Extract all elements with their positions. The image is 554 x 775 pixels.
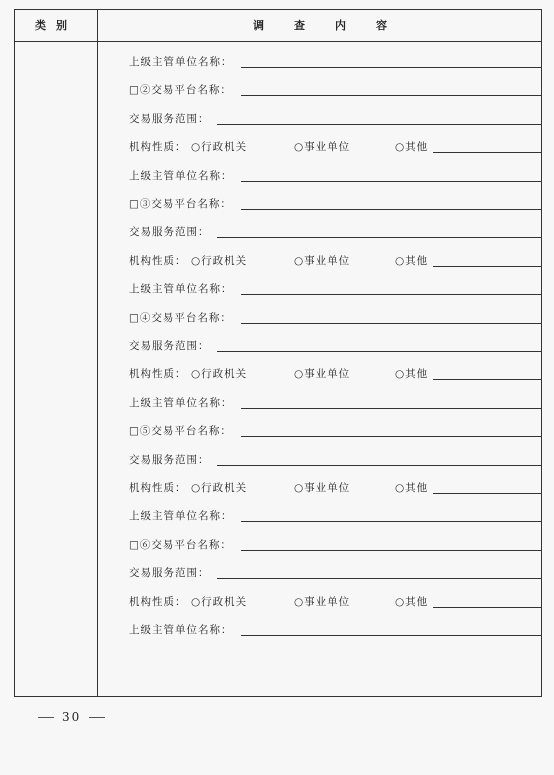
superior-unit-row-2	[129, 164, 541, 184]
service-scope-row-4-input-line[interactable]	[217, 351, 541, 352]
nature-row-4-label: 机构性质：	[129, 368, 187, 381]
nature-row-6-other-input-line[interactable]	[433, 607, 541, 608]
service-scope-row-4	[129, 334, 541, 354]
superior-unit-row-3-label: 上级主管单位名称：	[129, 283, 233, 296]
platform-name-row-5-input-line[interactable]	[241, 436, 541, 437]
nature-row-6	[129, 590, 541, 610]
superior-unit-row-1-label: 上级主管单位名称：	[129, 56, 233, 68]
nature-row-5-other-input-line[interactable]	[433, 493, 541, 494]
survey-table	[14, 9, 542, 697]
nature-row-3-option-admin[interactable]: ○行政机关	[191, 254, 248, 267]
nature-row-3-other-input-line[interactable]	[433, 266, 541, 267]
nature-row-4	[129, 362, 541, 382]
table-header	[15, 10, 541, 42]
superior-unit-row-5-input-line[interactable]	[241, 521, 541, 522]
platform-name-row-3-input-line[interactable]	[241, 209, 541, 210]
column-divider	[97, 10, 98, 696]
nature-row-6-option-other[interactable]: ○其他	[395, 595, 429, 608]
nature-row-2-other-input-line[interactable]	[433, 152, 541, 153]
service-scope-row-2-input-line[interactable]	[217, 124, 541, 125]
service-scope-row-5-label: 交易服务范围：	[129, 453, 210, 466]
service-scope-row-3-label: 交易服务范围：	[129, 226, 210, 239]
platform-name-row-4-label: □④交易平台名称：	[129, 311, 232, 324]
service-scope-row-5-input-line[interactable]	[217, 465, 541, 466]
nature-row-5-option-admin[interactable]: ○行政机关	[191, 482, 248, 494]
platform-name-row-2	[129, 78, 541, 98]
superior-unit-row-3	[129, 277, 541, 297]
service-scope-row-6-input-line[interactable]	[217, 578, 541, 579]
nature-row-6-option-public[interactable]: ○事业单位	[294, 595, 351, 608]
nature-row-5-label: 机构性质：	[129, 482, 187, 494]
nature-row-3-option-other[interactable]: ○其他	[395, 254, 429, 267]
superior-unit-row-6-label: 上级主管单位名称：	[129, 624, 233, 636]
service-scope-row-2-label: 交易服务范围：	[129, 112, 210, 125]
header-content: 调查内容	[253, 19, 417, 32]
nature-row-4-other-input-line[interactable]	[433, 379, 541, 380]
superior-unit-row-4	[129, 391, 541, 411]
superior-unit-row-4-input-line[interactable]	[241, 408, 541, 409]
superior-unit-row-4-label: 上级主管单位名称：	[129, 396, 233, 409]
nature-row-6-label: 机构性质：	[129, 595, 187, 608]
nature-row-2-option-admin[interactable]: ○行政机关	[191, 141, 248, 154]
service-scope-row-3	[129, 220, 541, 240]
superior-unit-row-2-input-line[interactable]	[241, 181, 541, 182]
service-scope-row-3-input-line[interactable]	[217, 237, 541, 238]
platform-name-row-6-label: □⑥交易平台名称：	[129, 538, 232, 551]
page-number: 30	[62, 710, 82, 724]
platform-name-row-4	[129, 306, 541, 326]
superior-unit-row-5-label: 上级主管单位名称：	[129, 510, 233, 523]
page-footer	[30, 710, 113, 724]
platform-name-row-2-input-line[interactable]	[241, 95, 541, 96]
service-scope-row-5	[129, 448, 541, 468]
service-scope-row-2	[129, 107, 541, 127]
superior-unit-row-1	[129, 50, 541, 70]
nature-row-2-label: 机构性质：	[129, 141, 187, 154]
platform-name-row-4-input-line[interactable]	[241, 323, 541, 324]
platform-name-row-6-input-line[interactable]	[241, 550, 541, 551]
platform-name-row-2-label: □②交易平台名称：	[129, 84, 232, 97]
platform-name-row-5-label: □⑤交易平台名称：	[129, 425, 232, 438]
service-scope-row-6	[129, 561, 541, 581]
service-scope-row-6-label: 交易服务范围：	[129, 567, 210, 580]
nature-row-4-option-other[interactable]: ○其他	[395, 368, 429, 381]
header-category: 类别	[35, 19, 77, 32]
nature-row-5	[129, 476, 541, 496]
nature-row-2-option-other[interactable]: ○其他	[395, 141, 429, 154]
superior-unit-row-3-input-line[interactable]	[241, 294, 541, 295]
nature-row-2	[129, 135, 541, 155]
platform-name-row-5	[129, 419, 541, 439]
nature-row-3-label: 机构性质：	[129, 254, 187, 267]
platform-name-row-6	[129, 533, 541, 553]
superior-unit-row-6-input-line[interactable]	[241, 635, 541, 636]
superior-unit-row-6	[129, 618, 541, 638]
superior-unit-row-2-label: 上级主管单位名称：	[129, 169, 233, 182]
service-scope-row-4-label: 交易服务范围：	[129, 340, 210, 352]
footer-dash-right	[89, 717, 105, 718]
nature-row-6-option-admin[interactable]: ○行政机关	[191, 595, 248, 608]
platform-name-row-3	[129, 192, 541, 212]
platform-name-row-3-label: □③交易平台名称：	[129, 198, 232, 210]
nature-row-4-option-admin[interactable]: ○行政机关	[191, 368, 248, 381]
nature-row-3-option-public[interactable]: ○事业单位	[294, 254, 351, 267]
superior-unit-row-5	[129, 504, 541, 524]
nature-row-5-option-other[interactable]: ○其他	[395, 482, 429, 494]
footer-dash-left	[38, 717, 54, 718]
nature-row-4-option-public[interactable]: ○事业单位	[294, 368, 351, 381]
nature-row-2-option-public[interactable]: ○事业单位	[294, 141, 351, 154]
nature-row-5-option-public[interactable]: ○事业单位	[294, 482, 351, 494]
superior-unit-row-1-input-line[interactable]	[241, 67, 541, 68]
nature-row-3	[129, 249, 541, 269]
